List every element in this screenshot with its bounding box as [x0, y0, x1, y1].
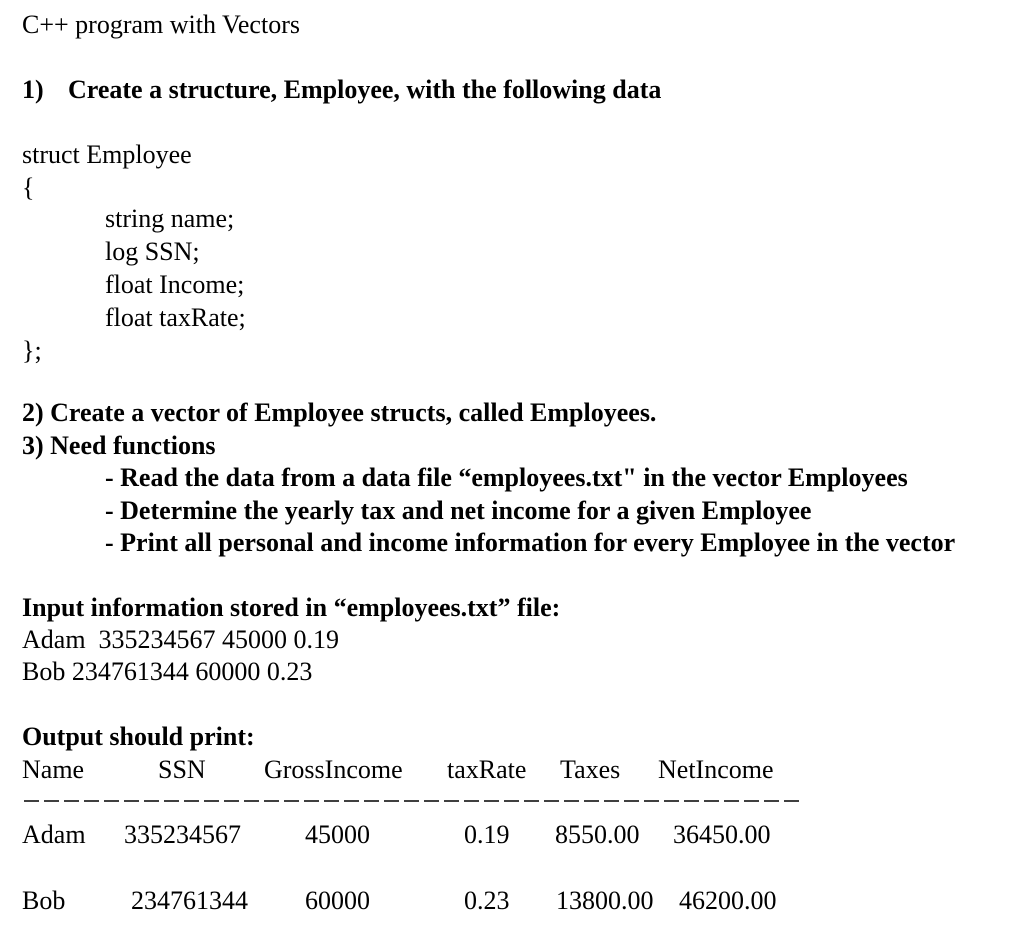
cell-gross-income: 45000: [305, 820, 370, 849]
column-header-taxes: Taxes: [560, 755, 621, 784]
column-header-tax-rate: taxRate: [447, 755, 527, 784]
cell-ssn: 234761344: [131, 886, 248, 915]
step-3-item: - Print all personal and income information for every Employee in the vector: [105, 528, 956, 557]
cell-tax-rate: 0.23: [464, 886, 510, 915]
step-2-text: 2) Create a vector of Employee structs, called Employees.: [22, 398, 657, 427]
dashed-separator: [24, 795, 800, 807]
output-heading: Output should print:: [22, 722, 255, 751]
step-3-item: - Determine the yearly tax and net income for a given Employee: [105, 496, 812, 525]
step-3-item: - Read the data from a data file “employees.txt" in the vector Employees: [105, 463, 908, 492]
cell-ssn: 335234567: [124, 820, 241, 849]
cell-net-income: 46200.00: [679, 886, 777, 915]
input-line: Bob 234761344 60000 0.23: [22, 657, 313, 686]
cell-taxes: 8550.00: [555, 820, 640, 849]
cell-tax-rate: 0.19: [464, 820, 510, 849]
input-heading: Input information stored in “employees.txt” file:: [22, 593, 561, 622]
step-1-text: Create a structure, Employee, with the following data: [68, 75, 662, 104]
column-header-ssn: SSN: [158, 755, 206, 784]
struct-open-brace: {: [22, 173, 35, 202]
input-line: Adam 335234567 45000 0.19: [22, 625, 340, 654]
cell-taxes: 13800.00: [556, 886, 654, 915]
struct-field: float Income;: [105, 270, 245, 299]
column-header-net-income: NetIncome: [658, 755, 774, 784]
page-title: C++ program with Vectors: [22, 10, 300, 39]
struct-field: string name;: [105, 204, 235, 233]
cell-name: Adam: [22, 820, 86, 849]
step-1-number: 1): [22, 75, 44, 104]
cell-net-income: 36450.00: [673, 820, 771, 849]
cell-gross-income: 60000: [305, 886, 370, 915]
struct-field: log SSN;: [105, 237, 200, 266]
struct-declaration: struct Employee: [22, 140, 192, 169]
step-3-heading: 3) Need functions: [22, 431, 216, 460]
cell-name: Bob: [22, 886, 66, 915]
struct-close-brace: };: [22, 336, 42, 365]
column-header-gross-income: GrossIncome: [264, 755, 403, 784]
column-header-name: Name: [22, 755, 85, 784]
struct-field: float taxRate;: [105, 303, 246, 332]
